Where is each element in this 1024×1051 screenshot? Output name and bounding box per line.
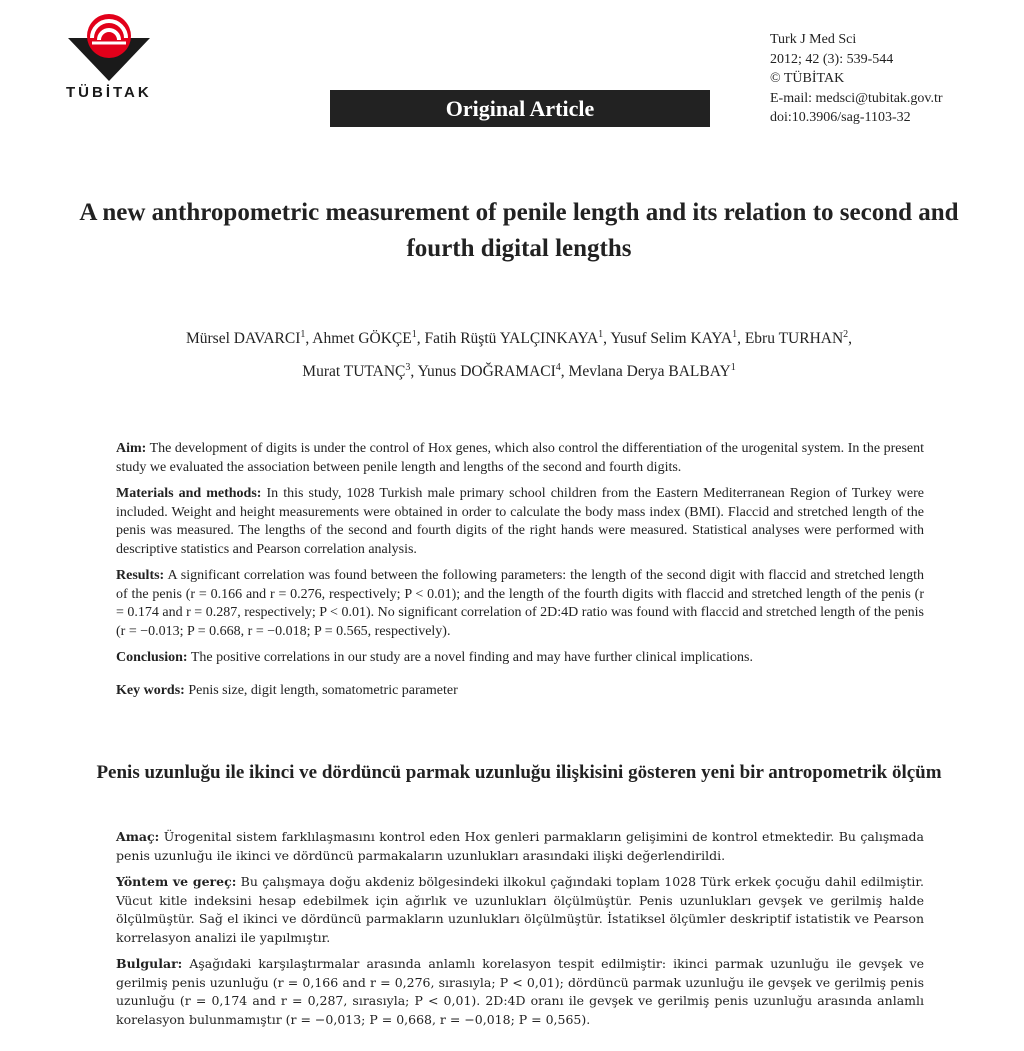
journal-info bbox=[770, 30, 943, 128]
abstract-methods bbox=[116, 485, 924, 559]
section-label: Amaç: bbox=[116, 829, 160, 844]
section-text: The development of digits is under the control of Hox genes, which also control the differentiation of the urogenital system. In the present study we evaluated the association between penile length and lengths of the second and fourth digits. bbox=[116, 441, 924, 475]
section-text: Aşağıdaki karşılaştırmalar arasında anlamlı korelasyon tespit edilmiştir: ikinci parmak uzunluğu ile gevşek ve gerilmiş penis uzunluğu (r = 0,166 and r = 0,276, sırasıyla; P < 0,01); dördüncü parmak uzunluğu ile gevşek ve gerilmiş penis uzunluğu (r = 0,174 and r = 0,287, sırasıyla; P < 0,01). 2D:4D oranı ile gevşek ve gerilmiş penis uzunluğu arasında anlamlı korelasyon bulunmamıştır (r = −0,013; P = 0,668, r = −0,018; P = 0,565). bbox=[116, 956, 924, 1027]
journal-copyright: © TÜBİTAK bbox=[770, 71, 845, 86]
abstract-results bbox=[116, 567, 924, 641]
journal-email[interactable]: E-mail: medsci@tubitak.gov.tr bbox=[770, 90, 943, 106]
journal-name: Turk J Med Sci bbox=[770, 32, 857, 47]
journal-volume: 2012; 42 (3): 539-544 bbox=[770, 51, 894, 67]
author-line-2: Murat TUTANÇ$^3$, Yunus DOĞRAMACI$^4$, Mevlana Derya BALBAY$^1$ bbox=[302, 362, 736, 381]
section-label: Materials and methods: bbox=[116, 486, 262, 501]
logo-text: TÜBİTAK bbox=[66, 84, 152, 101]
abstract-turkish bbox=[116, 828, 924, 1037]
section-text: A significant correlation was found between the following parameters: the length of the second digit with flaccid and stretched length of the penis (r = 0.166 and r = 0.276, respectively; P < 0.01); and the length of the fourth digits with flaccid and stretched length of the penis (r = 0.174 and r = 0.287, respectively; P < 0.01). No significant correlation of 2D:4D ratio was found with flaccid and stretched length of the penis (r = −0.013; P = 0.668, r = −0.018; P = 0.565, respectively). bbox=[116, 568, 924, 639]
author-affiliation: 1 bbox=[411, 329, 417, 340]
author-name: Mürsel DAVARCI bbox=[185, 330, 301, 348]
author-affiliation: 1 bbox=[300, 329, 306, 340]
author-list bbox=[60, 320, 978, 386]
section-label: Aim: bbox=[116, 441, 147, 456]
section-text: The positive correlations in our study are a novel finding and may have further clinical implications. bbox=[190, 650, 753, 665]
article-type-banner: Original Article bbox=[330, 90, 710, 127]
article-title: A new anthropometric measurement of penile length and its relation to second and fourth digital lengths bbox=[79, 199, 959, 262]
section-text: Bu çalışmaya doğu akdeniz bölgesindeki ilkokul çağındaki toplam 1028 Türk erkek çocuğu dahil edilmiştir. Vücut kitle indeksini hesap edebilmek için ağırlık ve uzunlukları ölçülmüştür. Penis uzunlukları gevşek ve gerilmiş halde ölçülmüştür. Sağ el ikinci ve dördüncü parmakların uzunlukları ölçülmüştür. İstatiksel ölçümler deskriptif istatistik ve Pearson korrelasyon analizi ile yapılmıştır. bbox=[116, 874, 925, 945]
section-label: Key words: bbox=[116, 682, 185, 698]
author-affiliation: 3 bbox=[405, 362, 411, 374]
journal-doi[interactable]: doi:10.3906/sag-1103-32 bbox=[770, 110, 911, 125]
abstract-english bbox=[116, 440, 924, 708]
author-name: Fatih Rüştü YALÇINKAYA bbox=[424, 330, 599, 348]
author-name: Yunus DOĞRAMACI bbox=[417, 363, 556, 381]
turkish-title: Penis uzunluğu ile ikinci ve dördüncü parmak uzunluğu ilişkisini gösteren yeni bir antropometrik ölçüm bbox=[96, 762, 942, 783]
abstract-yontem bbox=[116, 873, 924, 947]
author-name: Yusuf Selim KAYA bbox=[610, 330, 733, 348]
author-name: Ebru TURHAN bbox=[744, 330, 844, 348]
abstract-bulgular bbox=[116, 955, 924, 1029]
section-text: Penis size, digit length, somatometric parameter bbox=[188, 682, 458, 698]
abstract-keywords bbox=[116, 682, 924, 701]
author-affiliation: 1 bbox=[732, 329, 738, 340]
section-label: Results: bbox=[116, 568, 165, 583]
author-affiliation: 1 bbox=[598, 329, 604, 340]
author-name: Ahmet GÖKÇE bbox=[312, 330, 412, 348]
abstract-conclusion bbox=[116, 649, 924, 668]
tubitak-emblem-icon bbox=[66, 12, 152, 82]
author-line-1: Mürsel DAVARCI$^1$, Ahmet GÖKÇE$^1$, Fatih Rüştü YALÇINKAYA$^1$, Yusuf Selim KAYA$^1$, Ebru TURHAN$^2$, bbox=[185, 329, 853, 348]
author-name: Mevlana Derya BALBAY bbox=[568, 363, 731, 381]
section-text: Ürogenital sistem farklılaşmasını kontrol eden Hox genleri parmakların gelişimini de kontrol etmektedir. Bu çalışmada penis uzunluğu ile ikinci ve dördüncü parmakaların uzunlukları arasındaki ilişki değerlendirildi. bbox=[116, 829, 924, 863]
section-text: In this study, 1028 Turkish male primary school children from the Eastern Mediterranean Region of Turkey were included. Weight and height measurements were obtained in order to calculate the body mass index (BMI). Flaccid and stretched length of the penis was measured. The lengths of the second and fourth digits of the right hands were measured. Statistical analyses were performed with descriptive statistics and Pearson correlation analysis. bbox=[116, 486, 924, 557]
section-label: Yöntem ve gereç: bbox=[116, 874, 237, 889]
author-affiliation: 4 bbox=[555, 362, 561, 374]
abstract-aim bbox=[116, 440, 924, 477]
abstract-amac bbox=[116, 828, 924, 865]
section-label: Conclusion: bbox=[116, 650, 188, 665]
section-label: Bulgular: bbox=[116, 956, 183, 971]
author-affiliation: 2 bbox=[843, 329, 849, 340]
tubitak-logo bbox=[64, 12, 156, 101]
author-name: Murat TUTANÇ bbox=[302, 363, 406, 381]
author-affiliation: 1 bbox=[730, 362, 736, 374]
